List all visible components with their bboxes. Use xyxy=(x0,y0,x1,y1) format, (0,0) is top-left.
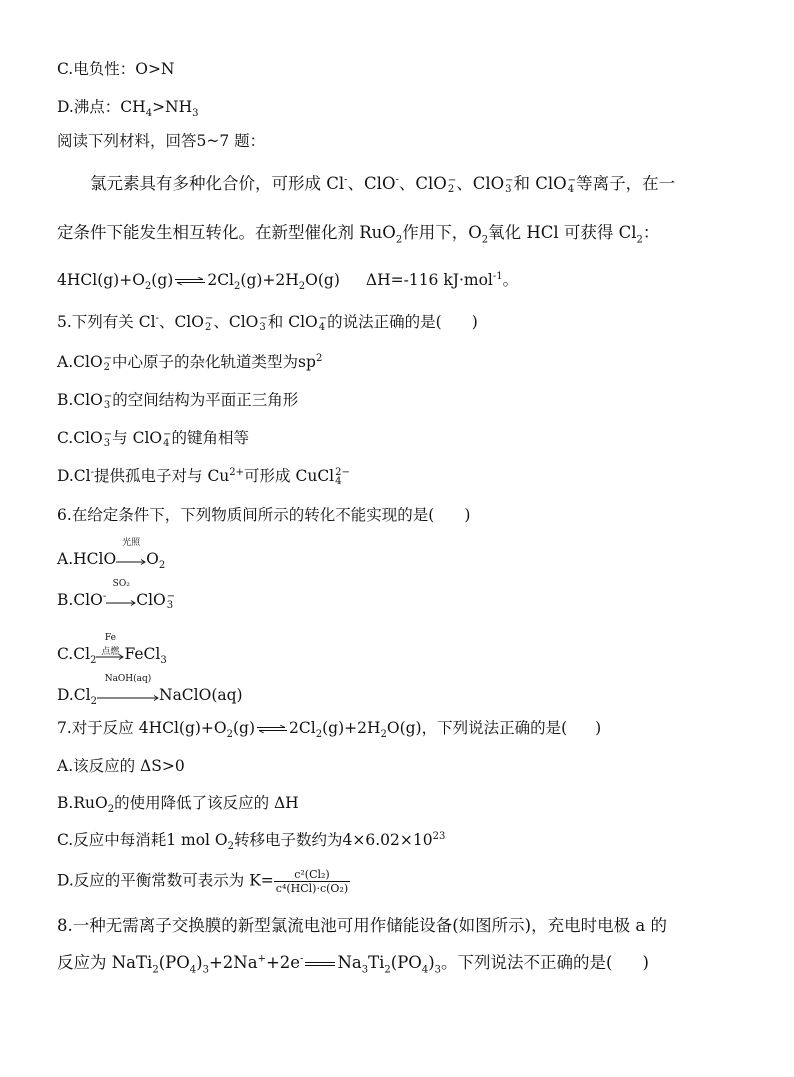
q5-text: 的说法正确的是( xyxy=(327,313,442,331)
superscript: 2 xyxy=(315,352,323,364)
q5-text: 、ClO xyxy=(158,313,204,331)
q4-option-d-text: D.沸点：CH xyxy=(57,98,146,116)
q6-text: ClO xyxy=(136,591,166,609)
subscript: 2 xyxy=(384,964,391,976)
material-text: 和 ClO xyxy=(513,174,567,193)
q5-text: B.ClO xyxy=(57,391,103,409)
q7-option-d xyxy=(57,868,350,895)
charge: - xyxy=(344,174,348,186)
q4-option-c-text: C.电负性：O>N xyxy=(57,60,175,78)
q8-text: ) xyxy=(428,953,435,972)
subscript: 3 xyxy=(160,655,167,667)
charge: - xyxy=(300,953,304,965)
ion-charge: − 4 xyxy=(318,313,328,333)
q8-text: (PO xyxy=(158,953,190,972)
q6-option-a xyxy=(57,538,166,572)
subscript: 2 xyxy=(90,655,97,667)
fraction-numerator: c²(Cl₂) xyxy=(274,868,350,882)
subscript: 2 xyxy=(152,964,159,976)
q5-text: 可形成 CuCl xyxy=(244,467,335,485)
fraction-denominator: c⁴(HCl)·c(O₂) xyxy=(275,882,349,895)
q5-stem xyxy=(57,311,478,333)
material-text: 、ClO xyxy=(347,174,396,193)
arrow-condition: 光照 xyxy=(122,538,141,548)
q8-stem-line-1: 8.一种无需离子交换膜的新型氯流电池可用作储能设备(如图所示)，充电时电极 a 的 xyxy=(57,916,667,935)
ion-charge: − 2 xyxy=(103,353,113,373)
q8-text: Ti xyxy=(368,953,385,972)
arrow-condition: NaOH(aq) xyxy=(104,674,152,684)
ion-charge: 2− 4 xyxy=(335,467,350,487)
q6-text: C.Cl xyxy=(57,645,91,663)
reaction-arrow-icon xyxy=(96,633,124,666)
q7-text: 7.对于反应 4HCl(g)+O xyxy=(57,719,227,737)
ion-charge: − 3 xyxy=(103,391,113,411)
equilibrium-arrow-icon xyxy=(257,725,287,733)
subscript: 2 xyxy=(315,729,323,741)
material-line-2 xyxy=(57,222,659,244)
charge: - xyxy=(155,312,159,324)
material-line-1 xyxy=(90,173,675,195)
equilibrium-arrow-icon xyxy=(175,277,205,285)
subscript: 2 xyxy=(380,729,387,741)
q6-stem xyxy=(57,504,470,526)
q4-option-d-mid: >NH xyxy=(152,98,193,116)
q5-text: 和 ClO xyxy=(267,313,318,331)
material-text: 定条件下能发生相互转化。在新型催化剂 RuO xyxy=(57,223,396,242)
q8-text: ) xyxy=(196,953,203,972)
material-equation xyxy=(57,269,518,291)
q5-text: D.Cl xyxy=(57,467,91,485)
q7-option-b xyxy=(57,792,299,814)
q6-option-b xyxy=(57,579,176,612)
q6-text: NaClO(aq) xyxy=(159,686,243,704)
subscript: 4 xyxy=(189,964,197,976)
charge: - xyxy=(395,174,399,186)
arrow-condition: 点燃 xyxy=(101,647,120,657)
q5-text: 的键角相等 xyxy=(171,429,250,447)
equation-text: O(g) xyxy=(305,271,340,289)
q5-text: 的空间结构为平面正三角形 xyxy=(112,391,299,409)
q8-text: (PO xyxy=(390,953,422,972)
arrow-condition: SO₂ xyxy=(112,579,130,589)
ion-charge: − 3 xyxy=(103,429,113,449)
subscript: 4 xyxy=(145,108,153,120)
charge: + xyxy=(257,953,266,965)
subscript: 3 xyxy=(361,964,369,976)
material-text: 氧化 HCl 可获得 Cl xyxy=(488,223,637,242)
double-line-equals-icon xyxy=(305,960,335,968)
ion-charge: − 2 xyxy=(447,174,457,195)
q5-option-b xyxy=(57,389,298,411)
equation-text: (g)+2H xyxy=(240,271,299,289)
equilibrium-constant-fraction xyxy=(274,868,350,895)
material-text: 、ClO xyxy=(456,174,505,193)
q7-text: (g)+2H xyxy=(322,719,381,737)
arrow-condition: Fe xyxy=(104,633,116,643)
ion-charge: − 3 xyxy=(505,174,514,195)
ion-charge: − 3 xyxy=(166,591,176,611)
q6-text: ) xyxy=(464,506,471,524)
subscript: 2 xyxy=(226,729,233,741)
material-text: ： xyxy=(642,223,660,242)
q7-text: (g) xyxy=(233,719,256,737)
charge: 2+ xyxy=(229,466,245,478)
subscript: 2 xyxy=(481,234,489,246)
material-text: 氯元素具有多种化合价，可形成 Cl xyxy=(90,174,345,193)
subscript: 2 xyxy=(144,281,152,293)
subscript: 2 xyxy=(234,281,241,293)
q7-stem xyxy=(57,717,601,739)
q7-text: O(g)，下列说法正确的是( xyxy=(386,719,568,737)
subscript: 2 xyxy=(227,841,235,853)
q5-text: ) xyxy=(471,313,478,331)
subscript: 2 xyxy=(298,281,306,293)
subscript: 3 xyxy=(434,964,442,976)
q7-text: B.RuO xyxy=(57,794,108,812)
material-text: 作用下，O xyxy=(402,223,482,242)
q6-text: O xyxy=(146,550,159,568)
charge: - xyxy=(102,590,107,602)
ion-charge: − 3 xyxy=(259,313,268,333)
q5-text: A.ClO xyxy=(57,353,103,371)
ion-charge: − 2 xyxy=(204,313,214,333)
q8-text: Na xyxy=(337,953,362,972)
q7-text: 转移电子数约为4×6.02×10 xyxy=(234,831,433,849)
q7-option-c xyxy=(57,829,445,851)
subscript: 4 xyxy=(421,964,429,976)
equation-text: 。 xyxy=(502,271,519,289)
subscript: 2 xyxy=(395,234,403,246)
reaction-arrow-icon xyxy=(116,538,146,571)
q5-option-c xyxy=(57,427,249,449)
q6-text: A.HClO xyxy=(57,550,117,568)
q7-option-a: A.该反应的 ΔS>0 xyxy=(57,757,185,775)
q6-text: 6.在给定条件下，下列物质间所示的转化不能实现的是( xyxy=(57,506,435,524)
subscript: 2 xyxy=(107,804,115,816)
q6-text: B.ClO xyxy=(57,591,103,609)
enthalpy-text: ΔH=-116 kJ·mol xyxy=(365,271,493,289)
q6-text: D.Cl xyxy=(57,686,91,704)
superscript: -1 xyxy=(492,270,503,282)
subscript: 2 xyxy=(90,696,97,708)
q4-option-c xyxy=(57,58,175,80)
reaction-arrow-icon xyxy=(106,579,136,612)
subscript: 2 xyxy=(636,234,643,246)
q5-text: 、ClO xyxy=(213,313,259,331)
equation-text: 4HCl(g)+O xyxy=(57,271,145,289)
material-text: 、ClO xyxy=(398,174,447,193)
q5-option-a xyxy=(57,351,322,373)
charge: - xyxy=(90,466,95,478)
q6-text: FeCl xyxy=(124,645,161,663)
reaction-arrow-icon xyxy=(97,674,159,707)
q6-option-c xyxy=(57,633,167,667)
q4-option-d xyxy=(57,96,199,118)
q6-option-d xyxy=(57,674,243,708)
superscript: 23 xyxy=(432,830,446,842)
q8-stem-line-2 xyxy=(57,952,649,974)
q5-text: C.ClO xyxy=(57,429,103,447)
q8-text: 。下列说法不正确的是( xyxy=(441,953,613,972)
q7-text: ) xyxy=(595,719,602,737)
q8-text: +2Na xyxy=(208,953,258,972)
equation-text: 2Cl xyxy=(207,271,235,289)
q7-text: 2Cl xyxy=(289,719,316,737)
subscript: 3 xyxy=(202,964,209,976)
subscript: 3 xyxy=(192,108,199,120)
q5-text: 提供孤电子对与 Cu xyxy=(94,467,230,485)
q7-text: 的使用降低了该反应的 ΔH xyxy=(114,794,299,812)
reading-intro: 阅读下列材料，回答5~7 题： xyxy=(57,132,266,150)
q5-text: 中心原子的杂化轨道类型为sp xyxy=(112,353,316,371)
q7-text: D.反应的平衡常数可表示为 K= xyxy=(57,871,274,890)
ion-charge: − 4 xyxy=(163,429,172,449)
q5-text: 5.下列有关 Cl xyxy=(57,313,156,331)
material-text: 等离子，在一 xyxy=(576,174,676,193)
q8-text: 反应为 NaTi xyxy=(57,953,153,972)
q8-text: +2e xyxy=(265,953,301,972)
equation-text: (g) xyxy=(151,271,174,289)
subscript: 2 xyxy=(158,560,166,572)
q5-option-d xyxy=(57,465,350,487)
q5-text: 与 ClO xyxy=(112,429,163,447)
q8-text: ) xyxy=(642,953,649,972)
ion-charge: − 4 xyxy=(567,174,577,195)
q7-text: C.反应中每消耗1 mol O xyxy=(57,831,228,849)
